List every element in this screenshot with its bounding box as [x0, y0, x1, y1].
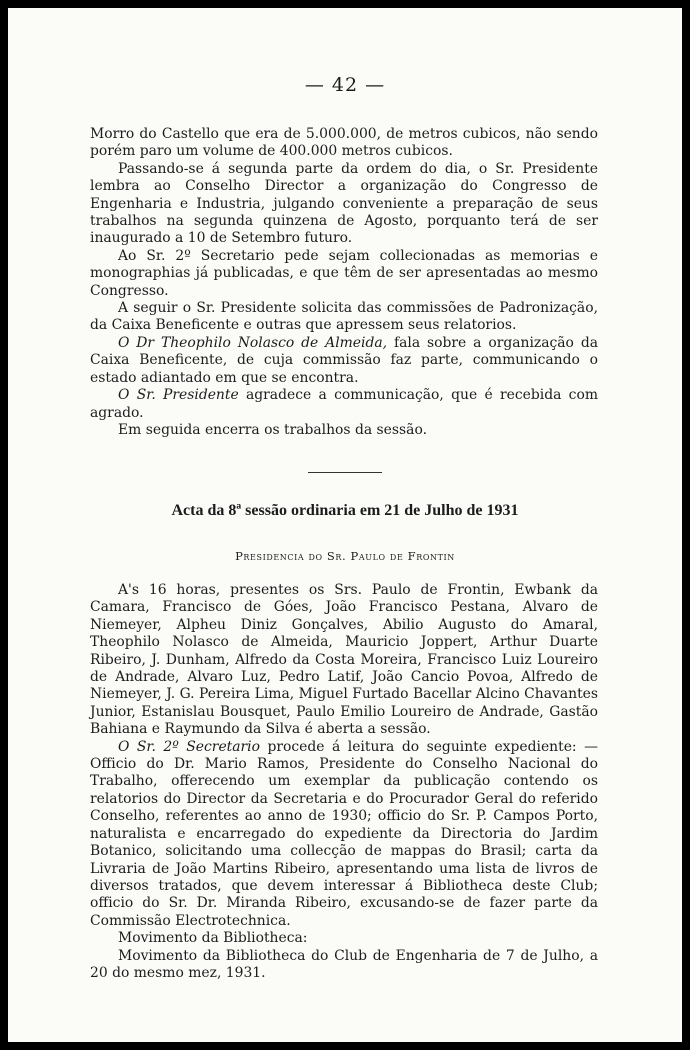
- bottom-text-block: [90, 582, 598, 982]
- page-number: — 42 —: [304, 74, 386, 96]
- paragraph-text: procede á leitura do seguinte expediente: — Officio do Dr. Mario Ramos, Presidente do Conselho Nacional do Trabalho, offerecendo um exemplar da publicação contendo os relatorios do Director da Secretaria e do Procurador Geral do referido Conselho, referentes ao anno de 1930; officio do Sr. P. Campos Porto, naturalista e encarregado do expediente da Directoria do Jardim Botanico, solicitando uma collecção de mappas do Brasil; carta da Livraria de João Martins Ribeiro, apresentando uma lista de livros de diversos tratados, que devem interessar á Bibliotheca deste Club; officio do Sr. Dr. Miranda Ribeiro, excusando-se de fazer parte da Commissão Electrotechnica.: [90, 738, 598, 929]
- speaker-name: O Sr. 2º Secretario: [118, 738, 260, 755]
- paragraph-movimento-heading: Movimento da Bibliotheca:: [118, 930, 308, 947]
- top-text-block: [90, 126, 598, 439]
- paragraph-commissoes: A seguir o Sr. Presidente solicita das commissões de Padronização, da Caixa Beneficente e outras que apressem seus relatorios.: [90, 300, 598, 334]
- section-title: Acta da 8ª sessão ordinaria em 21 de Julho de 1931: [171, 502, 519, 519]
- paragraph-expediente: [90, 739, 598, 930]
- paragraph-morro-do-castello: Morro do Castello que era de 5.000.000, de metros cubicos, não sendo porém paro um volume de 400.000 metros cubicos.: [90, 126, 598, 160]
- paragraph-encerra: Em seguida encerra os trabalhos da sessão.: [118, 421, 427, 438]
- paragraph-text: agradece a communicação, que é recebida com agrado.: [90, 387, 598, 421]
- paragraph-congresso: Passando-se á segunda parte da ordem do dia, o Sr. Presidente lembra ao Conselho Director a organização do Congresso de Engenharia e Industria, julgando conveniente a preparação de seus trabalhos na segunda quinzena de Agosto, porquanto terá de ser inaugurado a 10 de Setembro futuro.: [90, 160, 598, 247]
- paragraph-memorias: Ao Sr. 2º Secretario pede sejam collecionadas as memorias e monographias já publicadas, e que têm de ser apresentadas ao mesmo Congresso.: [90, 247, 598, 299]
- paragraph-caixa-beneficente: [90, 335, 598, 387]
- section-divider: [308, 472, 382, 473]
- paragraph-movimento-bibliotheca: Movimento da Bibliotheca do Club de Engenharia de 7 de Julho, a 20 do mesmo mez, 1931.: [90, 947, 598, 981]
- paragraph-agradece: [90, 387, 598, 422]
- paragraph-text: fala sobre a organização da Caixa Beneficente, de cuja commissão faz parte, communicando o estado adiantado em que se encontra.: [90, 334, 598, 386]
- speaker-name: O Sr. Presidente: [118, 387, 239, 404]
- document-page: [8, 8, 682, 1042]
- paragraph-presentes: A's 16 horas, presentes os Srs. Paulo de Frontin, Ewbank da Camara, Francisco de Góes, João Francisco Pestana, Alvaro de Niemeyer, Alpheu Diniz Gonçalves, Abilio Augusto do Amaral, Theophilo Nolasco de Almeida, Mauricio Joppert, Arthur Duarte Ribeiro, J. Dunham, Alfredo da Costa Moreira, Francisco Luiz Loureiro de Andrade, Alvaro Luz, Pedro Latif, João Cancio Povoa, Alfredo de Niemeyer, J. G. Pereira Lima, Miguel Furtado Bacellar Alcino Chavantes Junior, Estanislau Bousquet, Paulo Emilio Loureiro de Andrade, Gastão Bahiana e Raymundo da Silva é aberta a sessão.: [90, 582, 598, 738]
- speaker-name: O Dr Theophilo Nolasco de Almeida,: [118, 334, 388, 351]
- section-presidency: Presidencia do Sr. Paulo de Frontin: [235, 549, 455, 563]
